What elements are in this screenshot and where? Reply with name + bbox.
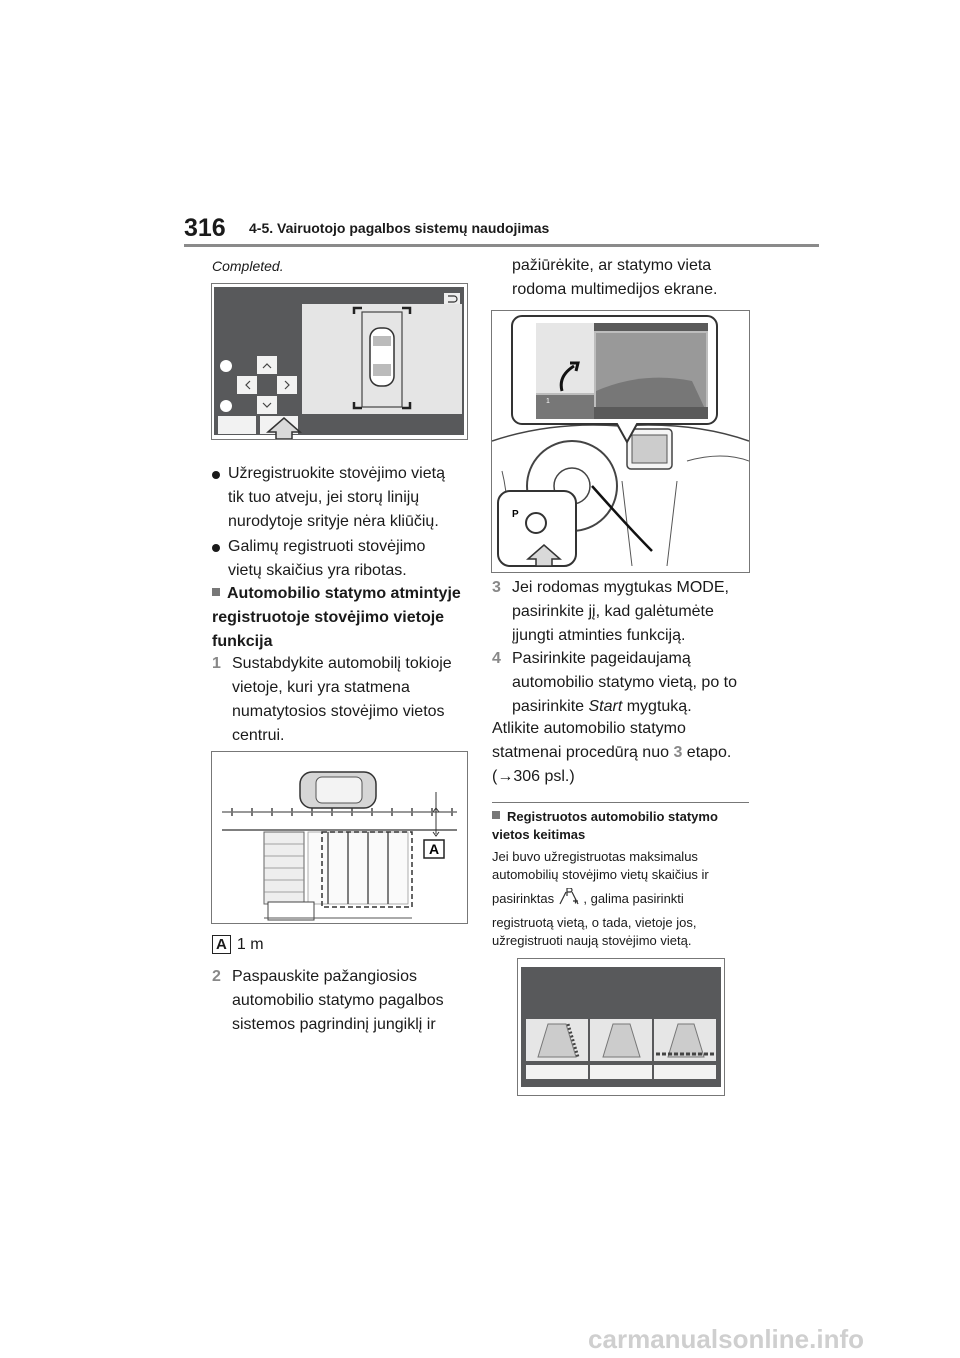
note-divider: [492, 802, 749, 803]
paragraph-text: etapo.: [682, 744, 732, 761]
page-reference: (→306 psl.): [492, 768, 575, 785]
completed-caption: Completed.: [212, 258, 284, 274]
note-text-3: registruotą vietą, o tada, vietoje jos, užregistruoti naują stovėjimo vietą.: [492, 915, 697, 948]
figure-registered-spots: [517, 958, 725, 1096]
legend-label: A: [212, 935, 231, 954]
figure-parking-lot: [211, 751, 468, 924]
chapter-title: 4-5. Vairuotojo pagalbos sistemų naudojimas: [249, 220, 550, 236]
bullet-item: [212, 462, 458, 534]
step-text: Sustabdykite automobilį tokioje vietoje, kuri yra statmena numatytosios stovėjimo vietos centrui.: [232, 655, 452, 744]
dashboard-illustration: [492, 311, 749, 572]
bullet-dot: [212, 471, 220, 479]
step-number: 1: [212, 655, 221, 672]
screen-number-label: 1: [546, 398, 550, 405]
parking-screen-illustration: [212, 284, 467, 439]
paragraph-text: Atlikite automobilio statymo statmenai procedūrą nuo: [492, 720, 686, 761]
figure-parking-screen: [211, 283, 468, 440]
bullet-item: [212, 535, 458, 583]
note-title: Registruotos automobilio statymo vietos keitimas: [492, 809, 718, 842]
step-1: [212, 652, 462, 748]
step-number: 3: [492, 579, 501, 596]
step-2: [212, 965, 462, 1037]
bullet-text: Galimų registruoti stovėjimo vietų skaičius yra ribotas.: [228, 538, 426, 579]
note-heading: [492, 808, 747, 844]
continued-text: pažiūrėkite, ar statymo vieta rodoma multimedijos ekrane.: [512, 257, 718, 298]
step-text-part: Pasirinkite pageidaujamą automobilio statymo vietą, po to pasirinkite: [512, 650, 738, 715]
note-text-part: pasirinktas: [492, 891, 558, 906]
note-text-part: , galima pasirinkti: [583, 891, 684, 906]
registered-spots-illustration: [518, 959, 724, 1095]
step-number: 4: [492, 650, 501, 667]
parking-register-icon: [558, 888, 580, 906]
header-rule: [184, 244, 819, 247]
dashboard-p-label: P: [512, 509, 519, 520]
note-text-2: [492, 888, 747, 908]
step-text: Paspauskite pažangiosios automobilio statymo pagalbos sistemos pagrindinį jungiklį ir: [232, 968, 444, 1033]
figure-dashboard: [491, 310, 750, 573]
section-heading: [212, 582, 467, 654]
figure-label-a: A: [428, 841, 440, 857]
paragraph-step-number: 3: [673, 744, 683, 761]
page-number: 316: [184, 214, 226, 242]
note-text-1: Jei buvo užregistruotas maksimalus automobilių stovėjimo vietų skaičius ir: [492, 849, 709, 882]
step-text: [512, 647, 747, 719]
square-marker-icon: [492, 811, 500, 819]
step-text-part: mygtuką.: [622, 698, 692, 715]
step-4: [492, 647, 747, 719]
step-text: Jei rodomas mygtukas MODE, pasirinkite jį, kad galėtumėte įjungti atminties funkciją.: [512, 579, 729, 644]
watermark: carmanualsonline.info: [588, 1324, 864, 1354]
step-3: [492, 576, 747, 648]
bullet-text: Užregistruokite stovėjimo vietą tik tuo atveju, jei storų linijų nurodytoje srityje nėra kliūčių.: [228, 465, 445, 530]
figure-legend: [212, 933, 264, 957]
start-button-ref: Start: [588, 698, 623, 715]
procedure-paragraph: [492, 717, 747, 789]
square-marker-icon: [212, 588, 220, 596]
parking-lot-illustration: [212, 752, 467, 923]
bullet-dot: [212, 544, 220, 552]
section-title: Automobilio statymo atmintyje registruotoje stovėjimo vietoje funkcija: [212, 585, 461, 650]
step-number: 2: [212, 968, 221, 985]
legend-text: 1 m: [236, 936, 264, 953]
